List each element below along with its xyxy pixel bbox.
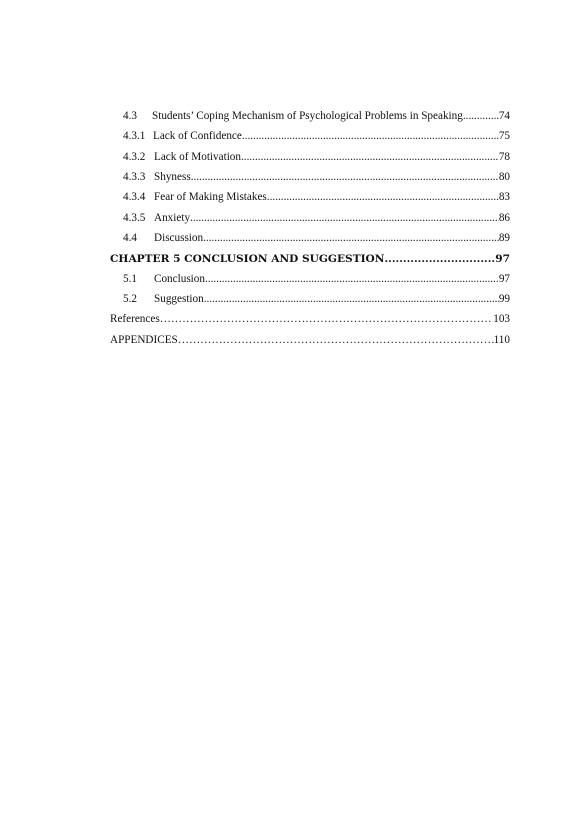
toc-entry-4-3-1 bbox=[123, 129, 510, 143]
toc-leader-dots bbox=[205, 272, 499, 286]
toc-entry-number: 4.3.1 bbox=[123, 130, 146, 142]
toc-entry-title: References bbox=[110, 313, 160, 325]
toc-entry-number: 5.2 bbox=[123, 293, 137, 305]
toc-entry-4-3-5 bbox=[123, 211, 510, 225]
toc-entry-page: 86 bbox=[498, 212, 510, 224]
toc-leader-dots bbox=[384, 252, 495, 266]
toc-leader-dots bbox=[204, 292, 499, 306]
toc-leader-dots bbox=[190, 211, 499, 225]
toc-entry-4-3-3 bbox=[123, 170, 510, 184]
toc-entry-4-3-2 bbox=[123, 150, 510, 164]
toc-leader-dots bbox=[178, 333, 494, 347]
toc-entry-title: Lack of Motivation bbox=[154, 151, 241, 163]
toc-entry-page: 99 bbox=[498, 293, 510, 305]
toc-entry-5-1 bbox=[123, 272, 510, 286]
toc-appendices bbox=[110, 333, 510, 347]
toc-entry-4-3-4 bbox=[123, 190, 510, 204]
toc-leader-dots bbox=[267, 190, 499, 204]
toc-entry-number: 4.4 bbox=[123, 232, 137, 244]
toc-entry-4-4 bbox=[123, 231, 510, 245]
toc-entry-page: 103 bbox=[493, 313, 510, 325]
toc-entry-number: 5.1 bbox=[123, 273, 137, 285]
toc-entry-title: Discussion bbox=[154, 232, 204, 244]
toc-leader-dots bbox=[242, 129, 499, 143]
toc-entry-page: 97 bbox=[495, 253, 510, 265]
toc-entry-page: 83 bbox=[498, 191, 510, 203]
toc-entry-5-2 bbox=[123, 292, 510, 306]
toc-entry-page: 97 bbox=[498, 273, 510, 285]
toc-leader-dots bbox=[241, 150, 499, 164]
toc-entry-title: Shyness bbox=[154, 171, 191, 183]
toc-entry-page: 74 bbox=[498, 110, 510, 122]
toc-entry-page: 80 bbox=[498, 171, 510, 183]
toc-entry-page: 78 bbox=[498, 151, 510, 163]
toc-entry-page: 89 bbox=[498, 232, 510, 244]
toc-entry-number: 4.3.2 bbox=[123, 151, 146, 163]
toc-entry-title: Suggestion bbox=[154, 293, 204, 305]
toc-entry-page: 75 bbox=[498, 130, 510, 142]
toc-entry-title: APPENDICES bbox=[110, 334, 178, 346]
toc-chapter-5 bbox=[110, 252, 510, 266]
toc-entry-page: 110 bbox=[493, 334, 510, 346]
toc-entry-number: 4.3.5 bbox=[123, 212, 146, 224]
toc-entry-title: Lack of Confidence bbox=[153, 130, 242, 142]
toc-leader-dots bbox=[191, 170, 499, 184]
toc-entry-title: Conclusion bbox=[154, 273, 205, 285]
toc-entry-number: 4.3.3 bbox=[123, 171, 146, 183]
toc-leader-dots bbox=[203, 231, 499, 245]
toc-references bbox=[110, 312, 510, 326]
toc-leader-dots bbox=[463, 109, 499, 123]
toc-entry-title: Fear of Making Mistakes bbox=[154, 191, 267, 203]
toc-chapter-title: CHAPTER 5 CONCLUSION AND SUGGESTION bbox=[110, 253, 385, 265]
toc-entry-number: 4.3.4 bbox=[123, 191, 146, 203]
toc-entry-4-3 bbox=[123, 109, 510, 123]
toc-leader-dots bbox=[160, 312, 494, 326]
toc-entry-number: 4.3 bbox=[123, 110, 137, 122]
toc-entry-title: Students’ Coping Mechanism of Psychological Problems in Speaking bbox=[152, 110, 463, 122]
toc-entry-title: Anxiety bbox=[154, 212, 191, 224]
